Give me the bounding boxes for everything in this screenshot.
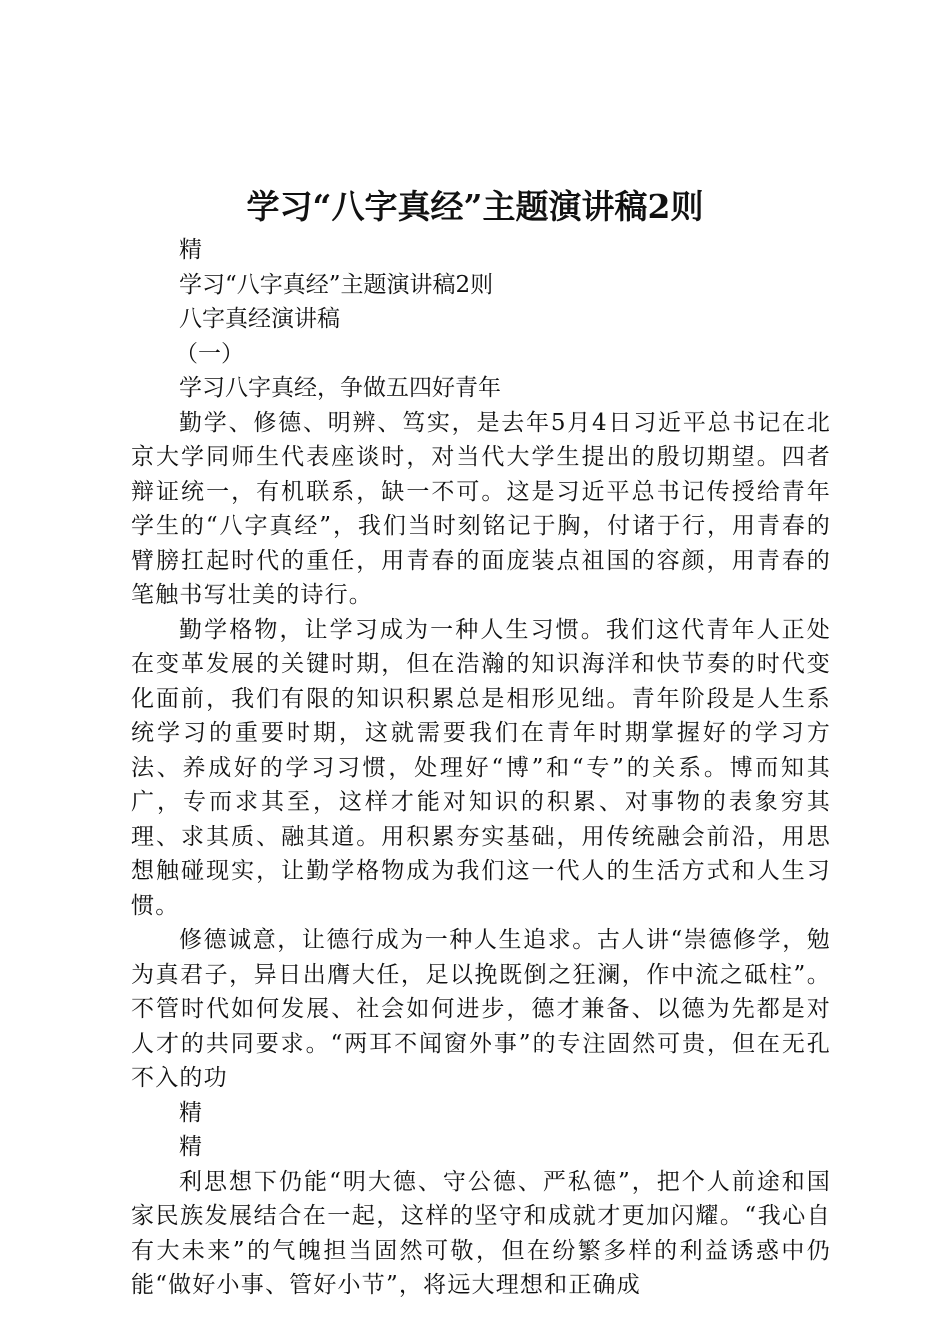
section-heading: 八字真经演讲稿 [179, 306, 340, 332]
footer-mark: 精 [179, 1099, 202, 1126]
paragraph-1: 勤学、修德、明辨、笃实，是去年5月4日习近平总书记在北京大学同师生代表座谈时，对当代大学生提出的殷切期望。四者辩证统一，有机联系，缺一不可。这是习近平总书记传授给青年学生的“八字真经”，我们当时刻铭记于胸，付诸于行，用青春的臂膀扛起时代的重任，用青春的面庞装点祖国的容颜，用青春的笔触书写壮美的诗行。 [131, 409, 831, 608]
subtitle-line: 学习“八字真经”主题演讲稿2则 [179, 271, 494, 298]
header-mark-next-page: 精 [179, 1134, 202, 1160]
speech-title: 学习八字真经，争做五四好青年 [179, 375, 501, 401]
paragraph-continuation: 利思想下仍能“明大德、守公德、严私德”，把个人前途和国家民族发展结合在一起，这样的坚守和成就才更加闪耀。“我心自有大未来”的气魄担当固然可敬，但在纷繁多样的利益诱惑中仍能“做好小事、管好小节”，将远大理想和正确成 [131, 1168, 831, 1298]
paragraph-3: 修德诚意，让德行成为一种人生追求。古人讲“崇德修学，勉为真君子，异日出膺大任，足以挽既倒之狂澜，作中流之砥柱”。不管时代如何发展、社会如何进步，德才兼备、以德为先都是对人才的共同要求。“两耳不闻窗外事”的专注固然可贵，但在无孔不入的功 [131, 927, 831, 1091]
document-body [131, 233, 831, 1303]
paragraph-2: 勤学格物，让学习成为一种人生习惯。我们这代青年人正处在变革发展的关键时期，但在浩瀚的知识海洋和快节奏的时代变化面前，我们有限的知识积累总是相形见绌。青年阶段是人生系统学习的重要时期，这就需要我们在青年时期掌握好的学习方法、养成好的学习习惯，处理好“博”和“专”的关系。博而知其广，专而求其至，这样才能对知识的积累、对事物的表象穷其理、求其质、融其道。用积累夯实基础，用传统融会前沿，用思想触碰现实，让勤学格物成为我们这一代人的生活方式和人生习惯。 [131, 616, 831, 919]
document-title: 学习“八字真经”主题演讲稿2则 [246, 187, 704, 226]
header-mark: 精 [179, 237, 202, 263]
section-number: （一） [175, 340, 244, 367]
